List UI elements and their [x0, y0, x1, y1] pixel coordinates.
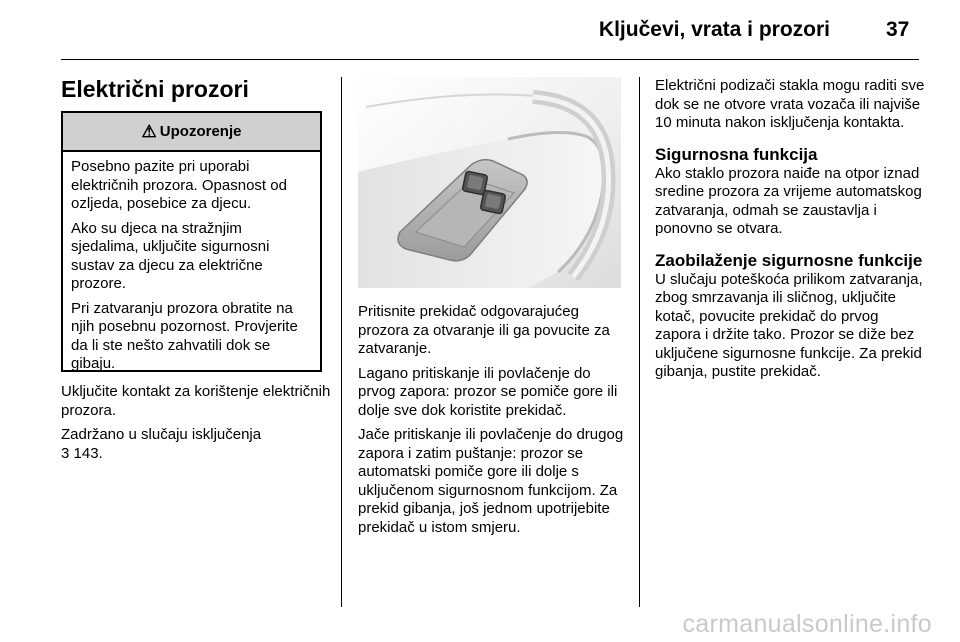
subsection-title-override: Zaobilaženje sigurnosne funkcije: [655, 250, 923, 270]
body-paragraph: Lagano pritiskanje ili povlačenje do prvog zapora: prozor se pomiče gore ili dolje sve dok koristite prekidač.: [358, 364, 618, 419]
warning-triangle-icon: ⚠: [141, 122, 157, 141]
header-rule: [61, 59, 919, 60]
warning-box: [61, 111, 322, 372]
page-reference[interactable]: [61, 445, 331, 464]
page-number: 37: [886, 18, 910, 41]
body-paragraph: Zadržano u slučaju isključenja: [61, 426, 262, 443]
header-title: Ključevi, vrata i prozori: [598, 18, 830, 41]
reference-page: 143.: [73, 444, 103, 462]
column-3-text: [655, 77, 925, 388]
body-paragraph: Jače pritiskanje ili povlačenje do drugog zapora i zatim puštanje: prozor se automatski pomiče gore ili dolje s uključenom sigurnosnom funkcijom. Za prekid gibanja, još jednom upotrijebite prekidač u istom smjeru.: [358, 426, 624, 536]
reference-arrow-icon: 3: [61, 444, 70, 462]
watermark: carmanualsonline.info: [682, 610, 932, 638]
window-switch-illustration: [358, 77, 621, 288]
warning-header: [63, 113, 320, 152]
body-paragraph: Ako staklo prozora naiđe na otpor iznad sredine prozora za vrijeme automatskog zatvaranja, odmah se zaustavlja i ponovno se otvara.: [655, 164, 922, 237]
section-title: Električni prozori: [61, 76, 249, 102]
column-divider-left: [341, 77, 342, 607]
subsection-title-safety: Sigurnosna funkcija: [655, 144, 818, 164]
warning-paragraph: Pri zatvaranju prozora obratite na njih posebnu pozornost. Provjerite da li ste nešto zahvatili dok se gibaju.: [71, 299, 298, 372]
column-1-text: [61, 383, 331, 469]
body-paragraph: Uključite kontakt za korištenje električnih prozora.: [61, 383, 331, 419]
column-divider-right: [639, 77, 640, 607]
warning-title: Upozorenje: [159, 123, 242, 140]
column-2-text: [358, 303, 628, 543]
warning-paragraph: Posebno pazite pri uporabi električnih prozora. Opasnost od ozljeda, posebice za djecu.: [71, 158, 287, 212]
warning-paragraph: Ako su djeca na stražnjim sjedalima, uključite sigurnosni sustav za djecu za električne prozore.: [71, 219, 270, 292]
warning-body: [63, 152, 320, 374]
body-paragraph: Električni podizači stakla mogu raditi sve dok se ne otvore vrata vozača ili najviše 10 minuta nakon isključenja kontakta.: [655, 77, 925, 131]
body-paragraph: Pritisnite prekidač odgovarajućeg prozora za otvaranje ili ga povucite za zatvaranje.: [358, 303, 610, 357]
body-paragraph: U slučaju poteškoća prilikom zatvaranja, zbog smrzavanja ili sličnog, uključite kotač, povucite prekidač do prvog zapora i držite tako. Prozor se diže bez uključene sigurnosne funkcije. Za prekid gibanja, pustite prekidač.: [655, 270, 923, 380]
